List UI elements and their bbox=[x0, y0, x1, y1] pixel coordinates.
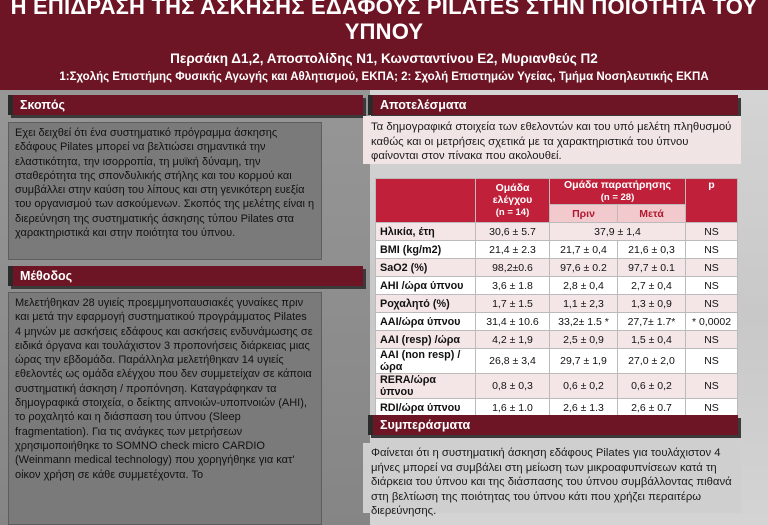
poster-title: Η ΕΠΙΔΡΑΣΗ ΤΗΣ ΑΣΚΗΣΗΣ ΕΔΑΦΟΥΣ PILATES ΣΤΗΝ ΠΟΙΟΤΗΤΑ ΤΟΥ ΥΠΝΟΥ bbox=[10, 0, 758, 44]
results-table bbox=[375, 178, 738, 417]
row-label: Ηλικία, έτη bbox=[376, 223, 476, 241]
col-p-header: p bbox=[686, 179, 738, 223]
control-value: 3,6 ± 1.8 bbox=[476, 277, 550, 295]
after-value: 21,6 ± 0,3 bbox=[618, 241, 686, 259]
before-value: 97,6 ± 0.2 bbox=[550, 259, 618, 277]
table-body bbox=[376, 223, 738, 417]
control-value: 26,8 ± 3,4 bbox=[476, 349, 550, 374]
row-label: AAI (resp) /ώρα bbox=[376, 331, 476, 349]
table-row bbox=[376, 223, 738, 241]
after-value: 2,7 ± 0,4 bbox=[618, 277, 686, 295]
row-label: SaO2 (%) bbox=[376, 259, 476, 277]
method-text: Μελετήθηκαν 28 υγιείς προεμμηνοπαυσιακές γυναίκες πριν και μετά την εφαρμογή συστηματικού προγράμματος Pilates 4 μηνών με ασκήσεις εδάφους και ασκήσεις ενδυνάμωσης σε ειδικά όργανα και τουλάχιστον 3 προπονήσεις διάρκειας μιας ώρας την εβδομάδα. Παράλληλα μελετήθηκαν 14 υγιείς εθελοντές ως ομάδα ελέγχου που δεν συμμετείχαν σε κάποια συστηματική άσκηση / προπόνηση. Καταγράφηκαν τα δημογραφικά στοιχεία, ο δείκτης απνοιών-υποπνοιών (AHI), το ροχαλητό και η διάσπαση του ύπνου (Sleep fragmentation). Για τις ανάγκες των μετρήσεων χρησιμοποιήθηκε το SOMNO check micro CARDIO (Weinmann medical technology) που χορηγήθηκε για κατ' οίκον χρήση σε κάθε συμμετέχοντα. Το bbox=[15, 297, 313, 481]
conclusions-text-box bbox=[363, 443, 741, 517]
after-value: 27,0 ± 2,0 bbox=[618, 349, 686, 374]
row-label: AHI /ώρα ύπνου bbox=[376, 277, 476, 295]
poster-affiliation: 1:Σχολής Επιστήμης Φυσικής Αγωγής και Αθλητισμού, ΕΚΠΑ; 2: Σχολή Επιστημών Υγείας, Τμήμα Νοσηλευτικής ΕΚΠΑ bbox=[59, 71, 709, 83]
after-value: 2,6 ± 0.7 bbox=[618, 399, 686, 417]
p-value: * 0,0002 bbox=[686, 313, 738, 331]
p-value: NS bbox=[686, 295, 738, 313]
col-observation-header: Ομάδα παρατήρησης (n = 28) bbox=[550, 179, 686, 205]
table-row bbox=[376, 313, 738, 331]
before-value: 21,7 ± 0,4 bbox=[550, 241, 618, 259]
table-row bbox=[376, 277, 738, 295]
table-row bbox=[376, 374, 738, 399]
poster-authors: Περσάκη Δ1,2, Αποστολίδης Ν1, Κωνσταντίνου Ε2, Μυριανθεύς Π2 bbox=[170, 51, 598, 66]
p-value: NS bbox=[686, 374, 738, 399]
conclusions-text: Φαίνεται ότι η συστηματική άσκηση εδάφους Pilates για τουλάχιστον 4 μήνες μπορεί να συμβάλει στη μείωση των μικροαφυπνίσεων κατά τη διάρκεια του ύπνου και της διάσπασης του ύπνου συμβάλλοντας πιθανά στη βελτίωση της ποιότητας του ύπνου κάτι που χρήζει περαιτέρω διερεύνησης. bbox=[371, 447, 732, 517]
table-row bbox=[376, 331, 738, 349]
aim-text: Εχει δειχθεί ότι ένα συστηματικό πρόγραμμα άσκησης εδάφους Pilates μπορεί να βελτιώσει σημαντικά την ελαστικότητα, την ισορροπία, τη μυϊκή δύναμη, την σταθερότητα της σπονδυλικής στήλης και του κορμού και συμβάλλει στην καύση του λίπους και στη γενικότερη ευεξία του οργανισμού των ασκούμενων. Σκοπός της μελέτης είναι η διερεύνηση της συστηματικής άσκησης τύπου Pilates στα χαρακτηριστικά και στην ποιότητα του ύπνου. bbox=[15, 127, 315, 240]
row-label: RDI/ώρα ύπνου bbox=[376, 399, 476, 417]
row-label: Ροχαλητό (%) bbox=[376, 295, 476, 313]
table-row bbox=[376, 259, 738, 277]
after-value: 0,6 ± 0,2 bbox=[618, 374, 686, 399]
p-value: NS bbox=[686, 223, 738, 241]
after-value: 97,7 ± 0.1 bbox=[618, 259, 686, 277]
before-value: 29,7 ± 1,9 bbox=[550, 349, 618, 374]
after-value: 27,7± 1.7* bbox=[618, 313, 686, 331]
before-value: 2,6 ± 1.3 bbox=[550, 399, 618, 417]
aim-text-box bbox=[8, 122, 322, 260]
before-value: 33,2± 1.5 * bbox=[550, 313, 618, 331]
control-value: 98,2±0.6 bbox=[476, 259, 550, 277]
p-value: NS bbox=[686, 241, 738, 259]
conclusions-section-header bbox=[368, 415, 738, 435]
conclusions-title: Συμπεράσματα bbox=[380, 418, 471, 432]
poster-header bbox=[0, 0, 768, 90]
results-text: Τα δημογραφικά στοιχεία των εθελοντών και του υπό μελέτη πληθυσμού καθώς και οι μετρήσεις σχετικά με τα χαρακτηριστικά του ύπνου φαίνονται στον πίνακα που ακολουθεί. bbox=[371, 121, 732, 162]
control-value: 1,6 ± 1.0 bbox=[476, 399, 550, 417]
row-label: AAI (non resp) /ώρα bbox=[376, 349, 476, 374]
p-value: NS bbox=[686, 331, 738, 349]
control-value: 0,8 ± 0,3 bbox=[476, 374, 550, 399]
results-text-box bbox=[363, 116, 741, 164]
control-value: 21,4 ± 2.3 bbox=[476, 241, 550, 259]
method-section-header bbox=[8, 266, 363, 286]
aim-section-header bbox=[8, 95, 363, 115]
aim-title: Σκοπός bbox=[20, 98, 66, 112]
col-control-header: Ομάδα ελέγχου (n = 14) bbox=[476, 179, 550, 223]
control-value: 30,6 ± 5.7 bbox=[476, 223, 550, 241]
p-value: NS bbox=[686, 399, 738, 417]
before-value: 2,5 ± 0,9 bbox=[550, 331, 618, 349]
p-value: NS bbox=[686, 349, 738, 374]
header-accent bbox=[368, 95, 373, 115]
p-value: NS bbox=[686, 277, 738, 295]
header-accent bbox=[8, 266, 13, 286]
results-title: Αποτελέσματα bbox=[380, 98, 467, 112]
col-before-header: Πριν bbox=[550, 205, 618, 223]
after-value: 1,3 ± 0,9 bbox=[618, 295, 686, 313]
table-row bbox=[376, 349, 738, 374]
p-value: NS bbox=[686, 259, 738, 277]
table-row bbox=[376, 241, 738, 259]
control-value: 1,7 ± 1.5 bbox=[476, 295, 550, 313]
observation-value: 37,9 ± 1,4 bbox=[550, 223, 686, 241]
method-text-box bbox=[8, 292, 322, 525]
header-accent bbox=[368, 415, 373, 435]
table-row bbox=[376, 295, 738, 313]
results-section-header bbox=[368, 95, 738, 115]
before-value: 2,8 ± 0,4 bbox=[550, 277, 618, 295]
table-corner bbox=[376, 179, 476, 223]
col-after-header: Μετά bbox=[618, 205, 686, 223]
control-value: 31,4 ± 10.6 bbox=[476, 313, 550, 331]
header-accent bbox=[8, 95, 13, 115]
row-label: BMI (kg/m2) bbox=[376, 241, 476, 259]
method-title: Μέθοδος bbox=[20, 269, 73, 283]
control-value: 4,2 ± 1,9 bbox=[476, 331, 550, 349]
before-value: 0,6 ± 0,2 bbox=[550, 374, 618, 399]
row-label: AAI/ώρα ύπνου bbox=[376, 313, 476, 331]
after-value: 1,5 ± 0,4 bbox=[618, 331, 686, 349]
row-label: RERA/ώρα ύπνου bbox=[376, 374, 476, 399]
table-row bbox=[376, 399, 738, 417]
before-value: 1,1 ± 2,3 bbox=[550, 295, 618, 313]
